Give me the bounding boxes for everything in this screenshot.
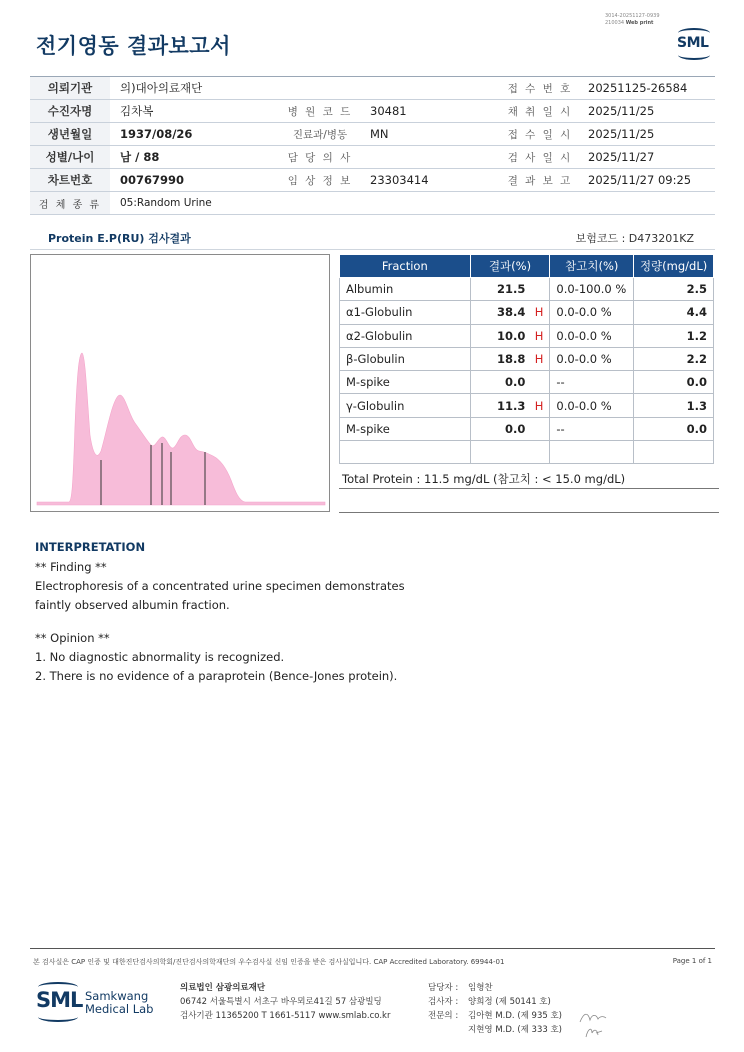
interpretation-heading: INTERPRETATION	[35, 540, 146, 554]
test-date-label: 검 사 일 시	[507, 151, 573, 164]
electrophoresis-curve	[37, 353, 325, 505]
receipt-date-label: 접 수 일 시	[507, 128, 573, 141]
lab-org: 의료법인 삼광의료재단	[180, 983, 266, 993]
reference-range: --	[550, 417, 634, 440]
chart-no-label: 차트번호	[30, 169, 110, 191]
result-row	[340, 324, 714, 347]
reference-range: 0.0-100.0 %	[550, 278, 634, 301]
doctor-value	[360, 146, 500, 168]
quantity-value: 4.4	[634, 301, 714, 324]
signature-mark	[578, 1010, 608, 1026]
result-row	[340, 417, 714, 440]
collect-date-label: 채 취 일 시	[507, 105, 573, 118]
high-flag: H	[534, 352, 544, 367]
patient-info-table	[30, 76, 715, 215]
info-row	[30, 146, 715, 169]
web-print-label: Web print	[625, 20, 654, 26]
result-value: 0.0	[505, 421, 526, 436]
quantity-value: 1.2	[634, 324, 714, 347]
quantity-value	[634, 441, 714, 464]
fraction-name	[340, 441, 471, 464]
sml-logo-text: SML	[36, 988, 83, 1012]
birth-value: 1937/08/26	[120, 127, 193, 141]
report-title: 전기영동 결과보고서	[36, 34, 231, 58]
info-row	[30, 123, 715, 146]
name-label: 수진자명	[30, 100, 110, 122]
accreditation-note: 본 검사실은 CAP 인증 및 대한진단검사의학회/진단검사의학재단의 우수검사실 신임 인증을 받은 검사실입니다. CAP Accredited Laboratory. 69944-01	[33, 958, 505, 966]
info-row	[30, 100, 715, 123]
reference-range: 0.0-0.0 %	[550, 301, 634, 324]
result-cell	[470, 371, 550, 394]
print-code-line1: 3014-20251127-0939	[605, 13, 660, 19]
chart-no-value: 00767990	[120, 173, 185, 187]
samkwang-logo	[36, 980, 166, 1026]
receipt-no-value: 20251125-26584	[588, 81, 688, 95]
specimen-label: 검 체 종 류	[30, 192, 110, 214]
col-result: 결과(%)	[470, 255, 550, 278]
finding-line: faintly observed albumin fraction.	[35, 598, 230, 612]
result-cell	[470, 301, 550, 324]
col-quant: 정량(mg/dL)	[634, 255, 714, 278]
result-row	[340, 301, 714, 324]
results-table	[339, 254, 714, 464]
result-value: 10.0	[497, 328, 526, 343]
staff-label: 전문의 :	[428, 1011, 459, 1021]
collect-date-value: 2025/11/25	[588, 104, 655, 118]
staff-name: 지현영 M.D. (제 333 호)	[468, 1025, 563, 1035]
info-row	[30, 192, 715, 215]
dept-value: MN	[370, 127, 389, 141]
result-row	[340, 371, 714, 394]
reference-range: --	[550, 371, 634, 394]
hospital-code-value: 30481	[370, 104, 407, 118]
birth-label: 생년월일	[30, 123, 110, 145]
quantity-value: 1.3	[634, 394, 714, 417]
result-cell	[470, 278, 550, 301]
electrophoresis-curve-svg	[31, 255, 329, 511]
quantity-value: 2.5	[634, 278, 714, 301]
electrophoresis-graph	[30, 254, 330, 512]
sml-logo-text: SML	[677, 35, 709, 51]
divider	[30, 948, 715, 949]
high-flag: H	[534, 328, 544, 343]
result-value: 11.3	[497, 398, 526, 413]
receipt-no-label: 접 수 번 호	[507, 82, 573, 95]
interpretation	[35, 538, 405, 686]
signature-mark	[582, 1025, 604, 1039]
opinion-line: 2. There is no evidence of a paraprotein (Bence-Jones protein).	[35, 669, 398, 683]
request-org-label: 의뢰기관	[30, 77, 110, 99]
reference-range	[550, 441, 634, 464]
section-title: Protein E.P(RU) 검사결과	[48, 232, 191, 245]
reference-range: 0.0-0.0 %	[550, 394, 634, 417]
sml-logo	[676, 30, 712, 60]
quantity-value: 2.2	[634, 347, 714, 370]
lab-name-line1: Samkwang	[85, 989, 149, 1003]
divider	[339, 512, 719, 513]
sex-age-label: 성별/나이	[30, 146, 110, 168]
print-code	[605, 13, 660, 27]
fraction-name: Albumin	[340, 278, 471, 301]
result-row	[340, 347, 714, 370]
result-cell	[470, 417, 550, 440]
staff-label: 검사자 :	[428, 997, 459, 1007]
divider	[30, 249, 715, 250]
specimen-value: 05:Random Urine	[120, 197, 212, 209]
col-ref: 참고치(%)	[550, 255, 634, 278]
staff-name: 임형찬	[468, 983, 493, 993]
clinical-value: 23303414	[370, 173, 429, 187]
page-number: Page 1 of 1	[672, 957, 712, 965]
info-row	[30, 169, 715, 192]
doctor-label: 담 당 의 사	[287, 151, 353, 164]
col-fraction: Fraction	[340, 255, 471, 278]
staff-name: 김아현 M.D. (제 935 호)	[468, 1011, 563, 1021]
high-flag: H	[534, 305, 544, 320]
lab-staff	[428, 981, 562, 1037]
result-value: 18.8	[497, 352, 526, 367]
opinion-line: 1. No diagnostic abnormality is recognized.	[35, 650, 285, 664]
high-flag: H	[534, 398, 544, 413]
result-cell	[470, 347, 550, 370]
insurance-code: 보험코드 : D473201KZ	[575, 232, 694, 245]
result-cell	[470, 324, 550, 347]
fraction-name: M-spike	[340, 371, 471, 394]
result-row	[340, 441, 714, 464]
opinion-heading: ** Opinion **	[35, 631, 110, 645]
clinical-label: 임 상 정 보	[287, 174, 353, 187]
fraction-name: β-Globulin	[340, 347, 471, 370]
finding-line: Electrophoresis of a concentrated urine specimen demonstrates	[35, 579, 405, 593]
fraction-name: α2-Globulin	[340, 324, 471, 347]
result-value: 21.5	[497, 282, 526, 297]
fraction-name: α1-Globulin	[340, 301, 471, 324]
receipt-date-value: 2025/11/25	[588, 127, 655, 141]
lab-name-line2: Medical Lab	[85, 1002, 154, 1016]
info-row	[30, 77, 715, 100]
lab-address	[180, 981, 390, 1023]
result-value: 38.4	[497, 305, 526, 320]
report-date-label: 결 과 보 고	[507, 174, 573, 187]
fraction-name: M-spike	[340, 417, 471, 440]
quantity-value: 0.0	[634, 371, 714, 394]
lab-contact: 검사기관 11365200 T 1661-5117 www.smlab.co.kr	[180, 1011, 391, 1021]
fraction-name: γ-Globulin	[340, 394, 471, 417]
name-value: 김차복	[120, 104, 154, 118]
sex-age-value: 남 / 88	[120, 150, 160, 164]
test-date-value: 2025/11/27	[588, 150, 655, 164]
staff-name: 양희정 (제 50141 호)	[468, 997, 551, 1007]
report-date-value: 2025/11/27 09:25	[588, 173, 692, 187]
total-protein: Total Protein : 11.5 mg/dL (참고치 : < 15.0 mg/dL)	[342, 472, 626, 486]
staff-label: 담당자 :	[428, 983, 459, 993]
reference-range: 0.0-0.0 %	[550, 324, 634, 347]
finding-heading: ** Finding **	[35, 560, 107, 574]
quantity-value: 0.0	[634, 417, 714, 440]
result-row	[340, 278, 714, 301]
result-cell	[470, 441, 550, 464]
reference-range: 0.0-0.0 %	[550, 347, 634, 370]
result-row	[340, 394, 714, 417]
divider	[339, 488, 719, 489]
results-header-row	[340, 255, 714, 278]
hospital-code-label: 병 원 코 드	[287, 105, 353, 118]
request-org-value: 의)대아의료재단	[120, 81, 203, 95]
lab-street: 06742 서울특별시 서초구 바우뫼로41길 57 삼광빌딩	[180, 997, 382, 1007]
result-cell	[470, 394, 550, 417]
dept-label: 진료과/병동	[292, 128, 348, 141]
print-code-line2: 210034	[605, 20, 625, 26]
result-value: 0.0	[505, 375, 526, 390]
